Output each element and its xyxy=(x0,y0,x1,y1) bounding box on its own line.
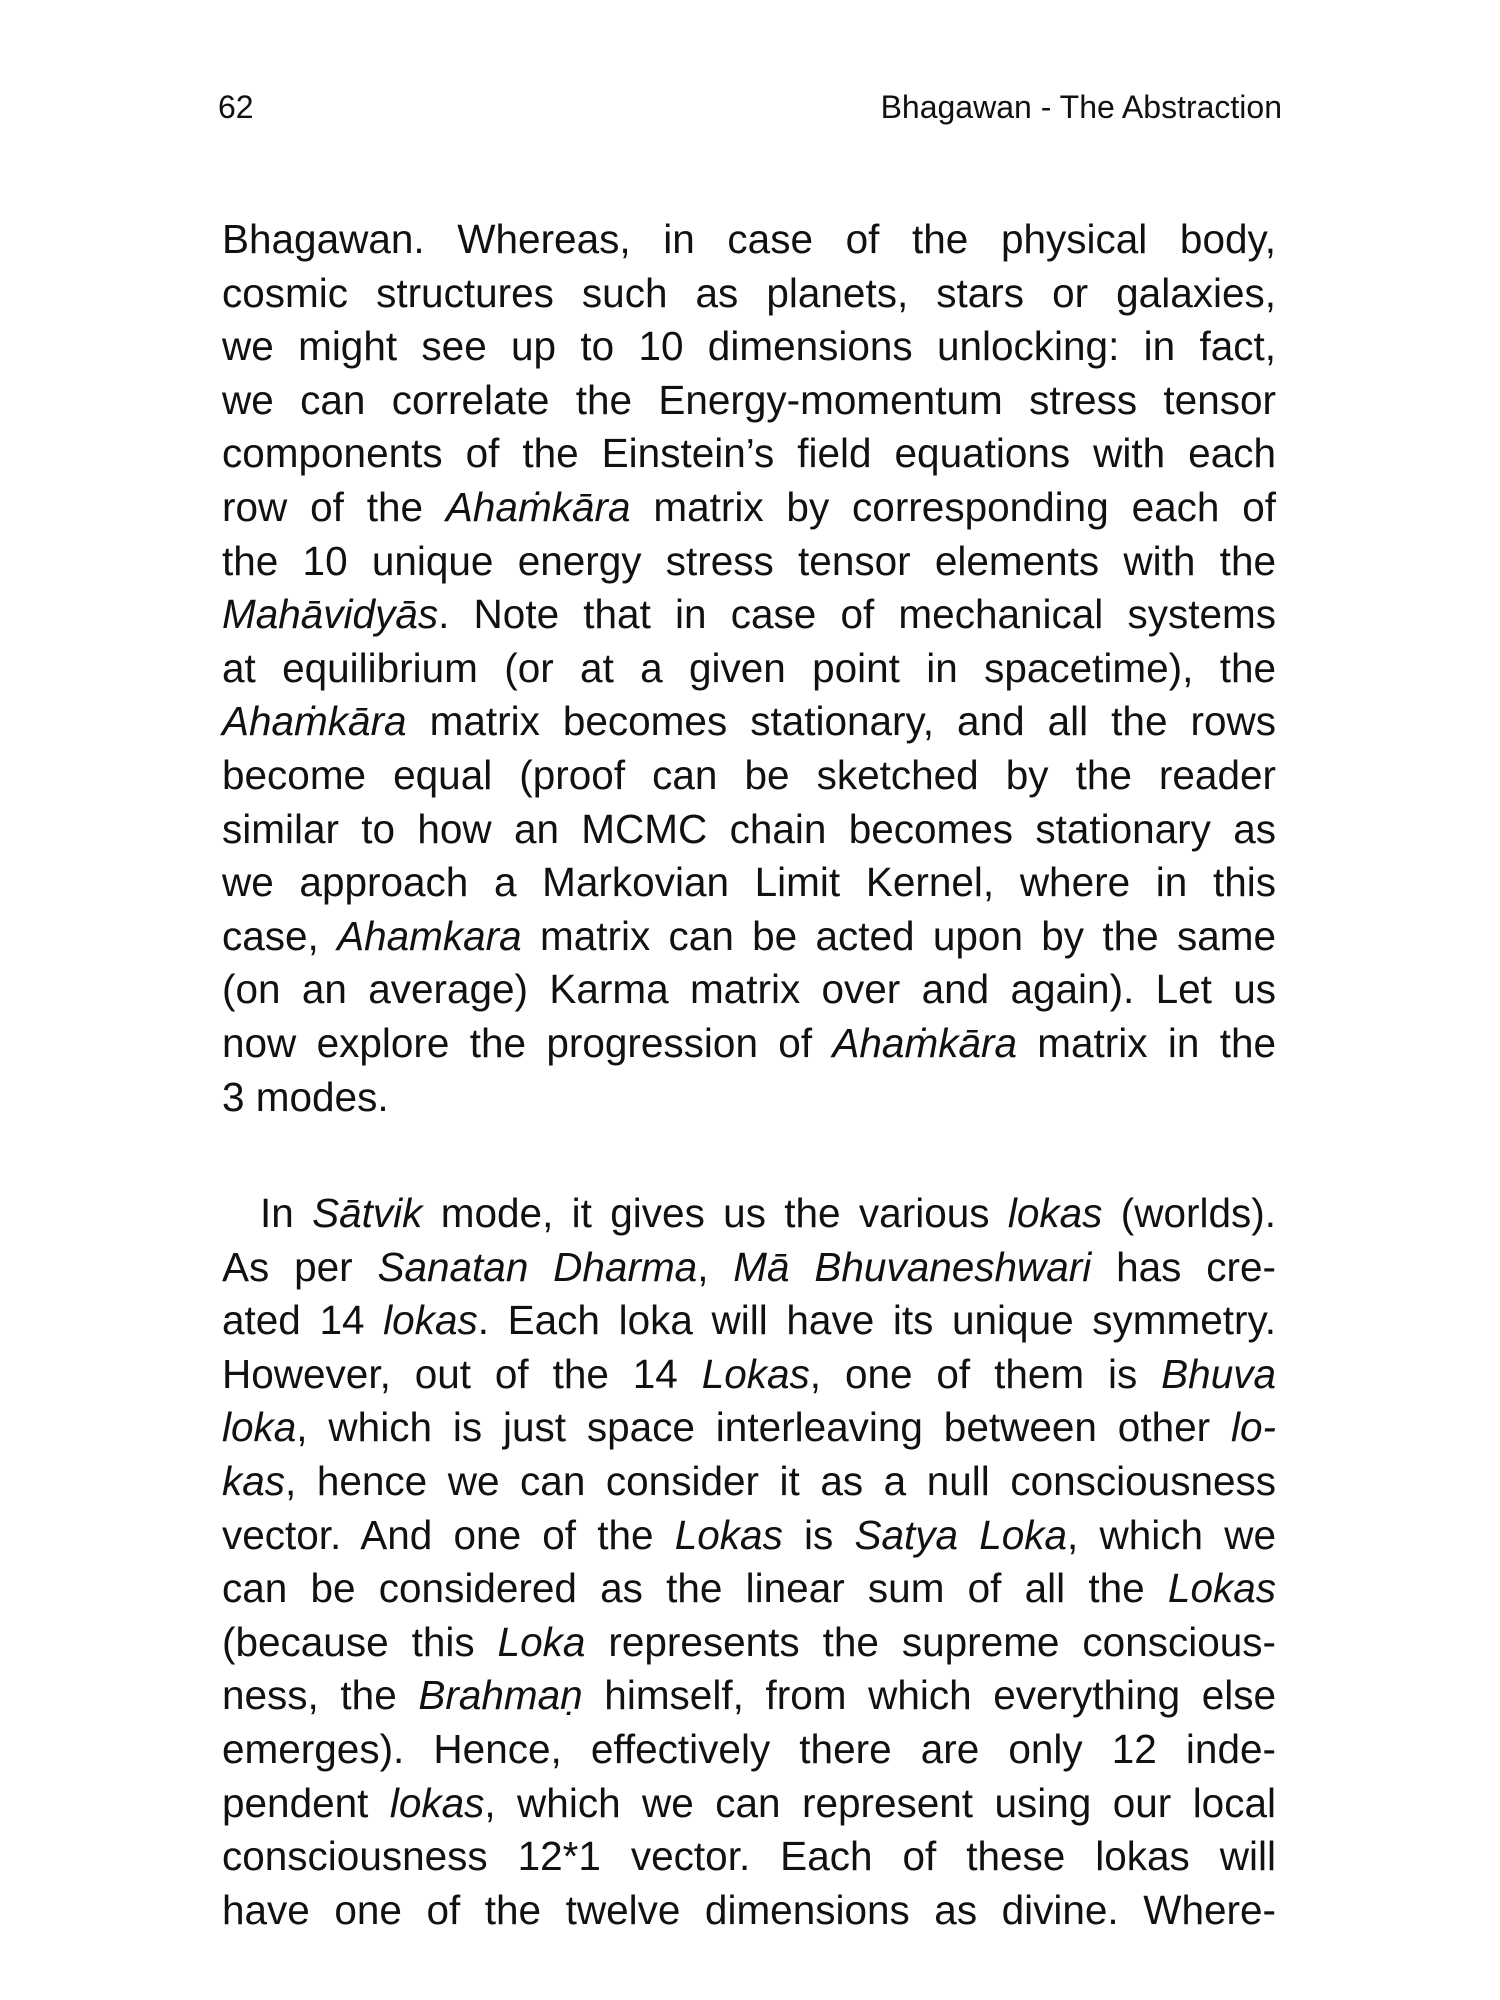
text-line xyxy=(222,1777,1276,1831)
text-line xyxy=(222,910,1276,964)
text-run: , hence we can consider it as a null consciousness xyxy=(285,1457,1276,1504)
italic-term: Ahaṁkāra xyxy=(445,483,631,530)
text-line xyxy=(222,963,1276,1017)
italic-term: Lokas xyxy=(674,1511,783,1558)
paragraph-1 xyxy=(222,213,1276,1124)
italic-term: Loka xyxy=(497,1618,586,1665)
running-title: Bhagawan - The Abstraction xyxy=(880,89,1282,125)
text-run: emerges). Hence, effectively there are only 12 inde- xyxy=(222,1725,1276,1772)
text-run: at equilibrium (or at a given point in spacetime), the xyxy=(222,644,1276,691)
text-run: (because this xyxy=(222,1618,498,1665)
text-run: represents the supreme conscious- xyxy=(585,1618,1276,1665)
text-run: mode, it gives us the various xyxy=(422,1190,1008,1236)
text-run: As per xyxy=(222,1243,378,1290)
text-run: matrix becomes stationary, and all the rows xyxy=(406,698,1276,745)
italic-term: Sātvik xyxy=(312,1190,423,1236)
text-line xyxy=(222,267,1276,321)
text-line xyxy=(222,1348,1276,1402)
text-run: ated 14 xyxy=(222,1297,384,1344)
text-run: now explore the progression of xyxy=(222,1019,833,1066)
text-line xyxy=(222,1723,1276,1777)
text-line xyxy=(222,1294,1276,1348)
text-run: 3 modes. xyxy=(222,1073,389,1120)
text-run: similar to how an MCMC chain becomes stationary as xyxy=(222,805,1276,852)
text-run: matrix in the xyxy=(1016,1019,1276,1066)
italic-term: Ahaṁkāra xyxy=(222,698,407,745)
italic-term: Mahāvidyās xyxy=(222,591,439,638)
text-run: , which we xyxy=(1067,1511,1276,1558)
italic-term: Lokas xyxy=(1167,1565,1276,1612)
text-line xyxy=(222,1017,1276,1071)
italic-term: lo- xyxy=(1230,1404,1276,1451)
italic-term: Bhuva xyxy=(1161,1350,1276,1397)
text-line xyxy=(222,1071,1276,1125)
italic-term: kas xyxy=(222,1457,286,1504)
text-line xyxy=(222,1509,1276,1563)
italic-term: Satya Loka xyxy=(854,1511,1068,1558)
text-run: we might see up to 10 dimensions unlocking: in fact, xyxy=(222,323,1276,370)
text-line xyxy=(222,695,1276,749)
text-run: cosmic structures such as planets, stars or galaxies, xyxy=(222,269,1276,316)
text-run: have one of the twelve dimensions as divine. Where- xyxy=(222,1886,1276,1933)
text-line xyxy=(222,1884,1276,1938)
text-run: matrix by corresponding each of xyxy=(630,483,1277,530)
text-line xyxy=(222,1830,1276,1884)
running-header xyxy=(218,82,1282,132)
text-line xyxy=(222,749,1276,803)
italic-term: Mā Bhuvaneshwari xyxy=(733,1243,1092,1290)
italic-term: Lokas xyxy=(701,1350,810,1397)
text-line xyxy=(222,320,1276,374)
italic-term: Sanatan Dharma xyxy=(377,1243,698,1290)
text-run: the 10 unique energy stress tensor elements with the xyxy=(222,537,1276,584)
text-run: row of the xyxy=(222,483,446,530)
text-line xyxy=(222,427,1276,481)
text-run: , which we can represent using our local xyxy=(484,1779,1276,1826)
text-run: pendent xyxy=(222,1779,390,1826)
text-run: , xyxy=(697,1243,734,1290)
text-run: ness, the xyxy=(222,1672,419,1719)
text-line xyxy=(222,1616,1276,1670)
text-run: components of the Einstein’s field equations with each xyxy=(222,430,1276,477)
italic-term: lokas xyxy=(389,1779,485,1826)
text-run: matrix can be acted upon by the same xyxy=(521,912,1276,959)
text-run: case, xyxy=(222,912,338,959)
text-run: become equal (proof can be sketched by the reader xyxy=(222,751,1276,798)
text-run: we can correlate the Energy-momentum stress tensor xyxy=(222,376,1276,423)
text-run: , which is just space interleaving between other xyxy=(296,1404,1231,1451)
text-line xyxy=(222,856,1276,910)
italic-term: Ahaṁkāra xyxy=(832,1019,1017,1066)
italic-term: Ahamkara xyxy=(337,912,522,959)
text-line xyxy=(222,1455,1276,1509)
text-run: , one of them is xyxy=(809,1350,1162,1397)
text-line xyxy=(222,803,1276,857)
paragraph-2 xyxy=(222,1187,1276,1937)
text-run: (on an average) Karma matrix over and again). Let us xyxy=(222,966,1276,1013)
text-run: vector. And one of the xyxy=(222,1511,675,1558)
text-line xyxy=(222,374,1276,428)
text-run: can be considered as the linear sum of all the xyxy=(222,1565,1168,1612)
text-line xyxy=(222,642,1276,696)
text-run: . Each loka will have its unique symmetry. xyxy=(477,1297,1276,1344)
italic-term: lokas xyxy=(383,1297,478,1344)
text-run: In xyxy=(260,1190,313,1236)
page-number: 62 xyxy=(218,89,254,125)
text-line xyxy=(222,1401,1276,1455)
italic-term: Brahmaṇ xyxy=(418,1672,583,1719)
text-line xyxy=(222,213,1276,267)
text-line xyxy=(222,1187,1276,1241)
italic-term: lokas xyxy=(1007,1190,1103,1236)
text-run: However, out of the 14 xyxy=(222,1350,702,1397)
text-run: has cre- xyxy=(1091,1243,1276,1290)
text-run: (worlds). xyxy=(1102,1190,1276,1236)
text-line xyxy=(222,535,1276,589)
text-run: we approach a Markovian Limit Kernel, where in this xyxy=(222,859,1276,906)
text-run: . Note that in case of mechanical systems xyxy=(438,591,1276,638)
text-run: Bhagawan. Whereas, in case of the physical body, xyxy=(222,216,1276,262)
italic-term: loka xyxy=(222,1404,297,1451)
text-line xyxy=(222,481,1276,535)
text-line xyxy=(222,1241,1276,1295)
text-line xyxy=(222,1669,1276,1723)
text-run: himself, from which everything else xyxy=(582,1672,1277,1719)
text-line xyxy=(222,588,1276,642)
text-run: consciousness 12*1 vector. Each of these lokas will xyxy=(222,1833,1276,1880)
text-run: is xyxy=(782,1511,855,1558)
text-line xyxy=(222,1562,1276,1616)
